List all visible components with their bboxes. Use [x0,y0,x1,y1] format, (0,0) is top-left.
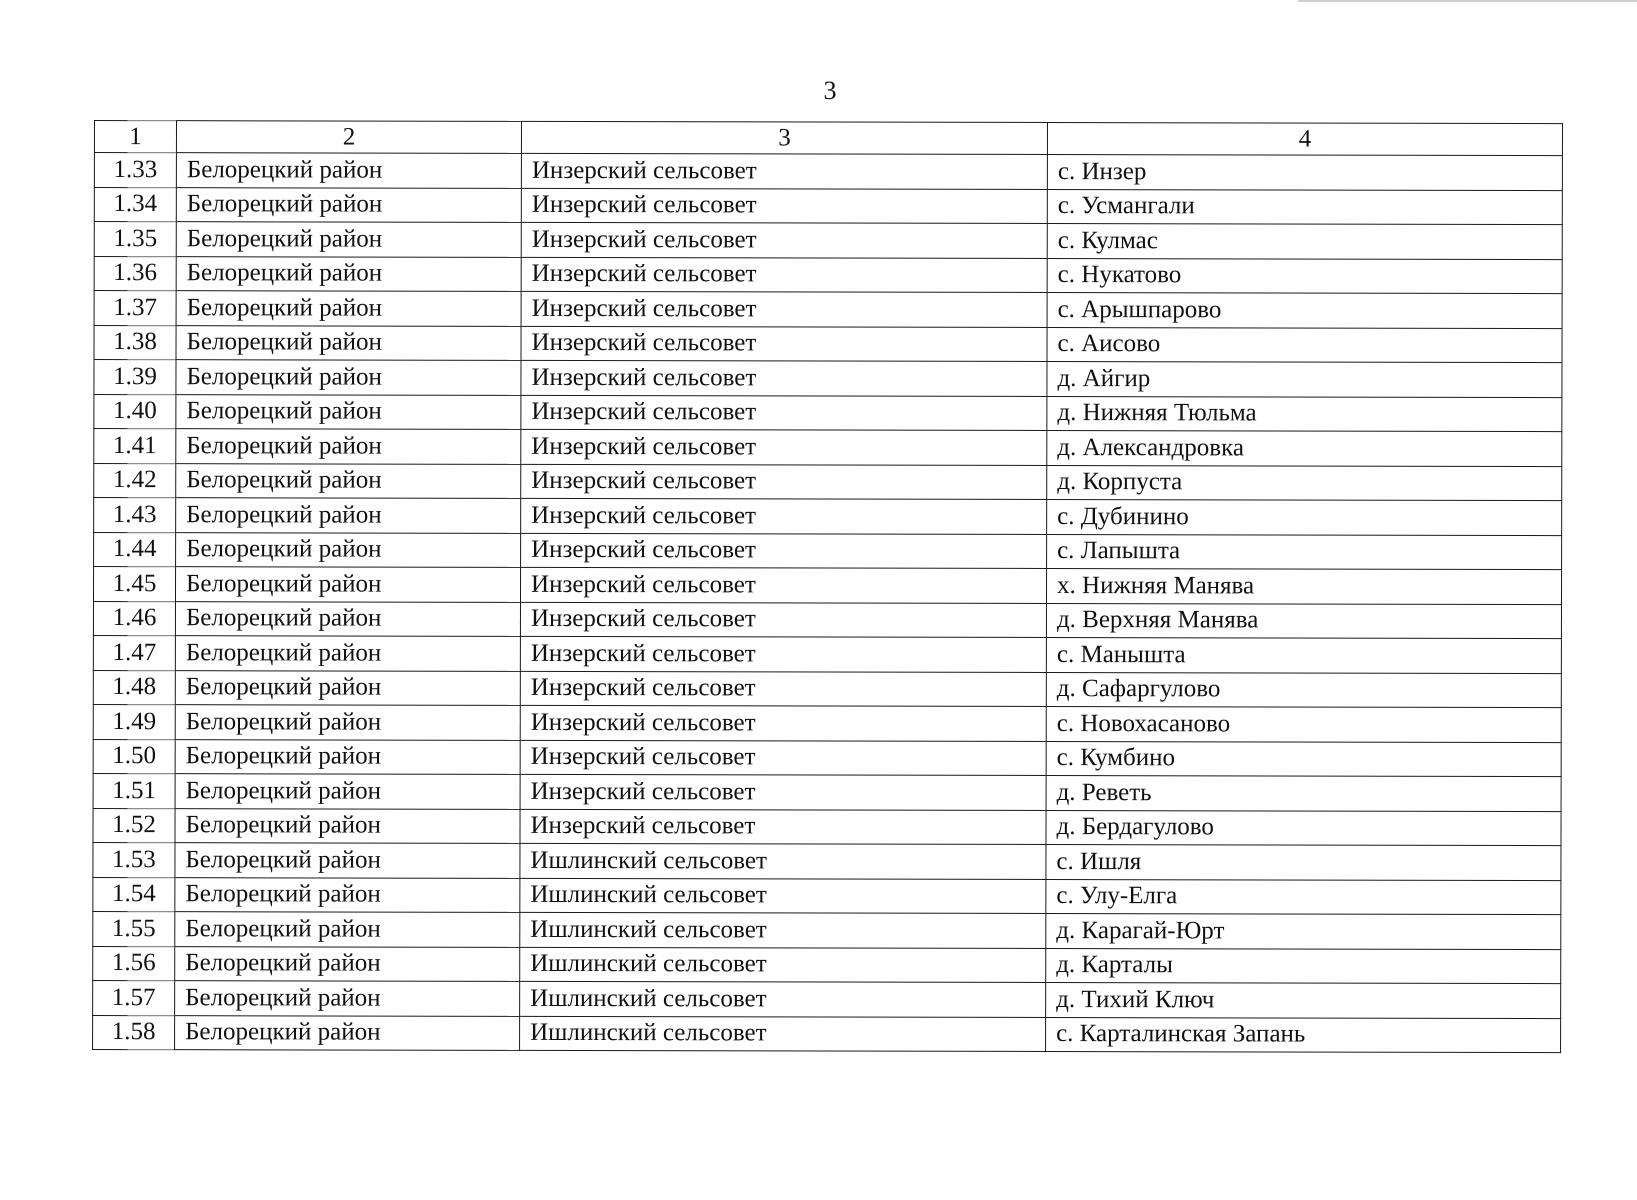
table-row [93,980,1561,1018]
header-cell-1: 1 [94,121,176,153]
cell-row-number: 1.51 [93,773,175,808]
cell-district: Белорецкий район [175,981,520,1016]
cell-settlement: с. Лапышта [1047,534,1562,570]
cell-settlement: д. Тихий Ключ [1046,982,1561,1018]
table-row [94,291,1562,329]
table-row [94,325,1562,363]
table-row [93,739,1561,777]
table-row [94,532,1562,570]
cell-district: Белорецкий район [175,843,520,878]
cell-council: Инзерский сельсовет [521,533,1047,569]
cell-row-number: 1.41 [94,429,176,464]
cell-council: Ишлинский сельсовет [520,947,1046,983]
table-row [93,670,1561,708]
table-row [94,187,1562,225]
cell-district: Белорецкий район [175,601,520,636]
table-row [93,773,1561,811]
cell-settlement: д. Карталы [1046,948,1561,984]
cell-district: Белорецкий район [176,153,521,188]
cell-district: Белорецкий район [175,739,520,774]
cell-row-number: 1.46 [93,601,175,636]
cell-settlement: д. Бердагулово [1046,810,1561,846]
cell-settlement: д. Верхняя Манява [1046,603,1561,639]
cell-district: Белорецкий район [175,808,520,843]
cell-row-number: 1.40 [94,394,176,429]
table-row [93,1015,1561,1053]
cell-district: Белорецкий район [176,325,521,360]
cell-row-number: 1.35 [94,222,176,257]
cell-district: Белорецкий район [176,256,521,291]
cell-district: Белорецкий район [176,532,521,567]
cell-council: Инзерский сельсовет [521,326,1047,362]
cell-row-number: 1.34 [94,187,176,222]
cell-council: Ишлинский сельсовет [520,912,1046,948]
cell-district: Белорецкий район [175,774,520,809]
cell-district: Белорецкий район [176,291,521,326]
cell-row-number: 1.54 [93,877,175,912]
cell-district: Белорецкий район [176,360,521,395]
table-row [93,601,1561,639]
cell-settlement: с. Усмангали [1047,189,1562,225]
cell-council: Инзерский сельсовет [521,429,1047,465]
cell-council: Ишлинский сельсовет [520,878,1046,914]
cell-district: Белорецкий район [176,394,521,429]
cell-council: Инзерский сельсовет [521,360,1047,396]
settlements-table [92,120,1563,1053]
table-row [94,256,1562,294]
cell-settlement: д. Корпуста [1047,465,1562,501]
cell-row-number: 1.36 [94,256,176,291]
cell-district: Белорецкий район [175,636,520,671]
cell-settlement: с. Карталинская Запань [1046,1017,1561,1053]
cell-settlement: с. Манышта [1046,637,1561,673]
header-cell-3: 3 [521,121,1047,154]
cell-settlement: с. Нукатово [1047,258,1562,294]
cell-settlement: с. Ишля [1046,844,1561,880]
cell-row-number: 1.48 [93,670,175,705]
cell-row-number: 1.56 [93,946,175,981]
header-cell-4: 4 [1047,122,1562,155]
table-row [93,635,1561,673]
cell-district: Белорецкий район [175,705,520,740]
cell-row-number: 1.39 [94,360,176,395]
cell-council: Инзерский сельсовет [521,464,1047,500]
cell-settlement: с. Кумбино [1046,741,1561,777]
page-number: 3 [823,76,837,105]
cell-row-number: 1.45 [93,567,175,602]
table-row [94,222,1562,260]
cell-council: Инзерский сельсовет [521,291,1047,327]
cell-council: Инзерский сельсовет [521,188,1047,224]
cell-district: Белорецкий район [176,463,521,498]
cell-council: Инзерский сельсовет [520,636,1046,672]
table-row [94,498,1562,536]
cell-settlement: д. Нижняя Тюльма [1047,396,1562,432]
cell-row-number: 1.49 [93,704,175,739]
cell-council: Инзерский сельсовет [521,257,1047,293]
table-row [93,842,1561,880]
cell-settlement: с. Инзер [1047,154,1562,190]
scan-edge-mark [1298,0,1637,2]
cell-council: Инзерский сельсовет [521,395,1047,431]
header-cell-2: 2 [176,121,521,154]
cell-council: Инзерский сельсовет [520,602,1046,638]
cell-settlement: д. Айгир [1047,361,1562,397]
cell-row-number: 1.47 [93,635,175,670]
cell-settlement: с. Арышпарово [1047,292,1562,328]
cell-settlement: с. Улу-Елга [1046,879,1561,915]
cell-row-number: 1.42 [94,463,176,498]
cell-settlement: д. Карагай-Юрт [1046,913,1561,949]
cell-district: Белорецкий район [176,187,521,222]
cell-settlement: с. Кулмас [1047,223,1562,259]
cell-district: Белорецкий район [175,567,520,602]
table-row [93,567,1561,605]
cell-council: Ишлинский сельсовет [520,1016,1046,1052]
cell-district: Белорецкий район [175,877,520,912]
cell-council: Инзерский сельсовет [520,740,1046,776]
cell-settlement: д. Александровка [1047,430,1562,466]
cell-settlement: с. Дубинино [1047,499,1562,535]
table-row [93,911,1561,949]
cell-district: Белорецкий район [175,1015,520,1050]
table-row [93,704,1561,742]
cell-district: Белорецкий район [176,498,521,533]
cell-council: Инзерский сельсовет [521,153,1047,189]
cell-row-number: 1.37 [94,291,176,326]
table-row [94,153,1562,191]
table-row [93,808,1561,846]
table-row [93,946,1561,984]
table-row [94,429,1562,467]
table-header-row [94,121,1562,156]
cell-council: Инзерский сельсовет [520,671,1046,707]
cell-district: Белорецкий район [176,429,521,464]
table-body [93,121,1563,1053]
cell-council: Ишлинский сельсовет [520,981,1046,1017]
table-row [94,394,1562,432]
cell-row-number: 1.50 [93,739,175,774]
cell-council: Инзерский сельсовет [520,774,1046,810]
cell-council: Ишлинский сельсовет [520,843,1046,879]
cell-council: Инзерский сельсовет [521,498,1047,534]
cell-row-number: 1.58 [93,1015,175,1050]
table-row [94,463,1562,501]
cell-row-number: 1.57 [93,980,175,1015]
cell-council: Инзерский сельсовет [520,705,1046,741]
cell-row-number: 1.53 [93,842,175,877]
cell-settlement: с. Аисово [1047,327,1562,363]
cell-council: Инзерский сельсовет [520,567,1046,603]
table-row [94,360,1562,398]
cell-row-number: 1.55 [93,911,175,946]
cell-row-number: 1.52 [93,808,175,843]
cell-row-number: 1.38 [94,325,176,360]
cell-district: Белорецкий район [175,912,520,947]
cell-settlement: х. Нижняя Манява [1046,568,1561,604]
cell-row-number: 1.43 [94,498,176,533]
table-row [93,877,1561,915]
cell-council: Инзерский сельсовет [521,222,1047,258]
cell-row-number: 1.44 [94,532,176,567]
cell-row-number: 1.33 [94,153,176,188]
cell-settlement: д. Сафаргулово [1046,672,1561,708]
cell-district: Белорецкий район [176,222,521,257]
cell-district: Белорецкий район [175,670,520,705]
cell-council: Инзерский сельсовет [520,809,1046,845]
cell-district: Белорецкий район [175,946,520,981]
cell-settlement: д. Реветь [1046,775,1561,811]
cell-settlement: с. Новохасаново [1046,706,1561,742]
